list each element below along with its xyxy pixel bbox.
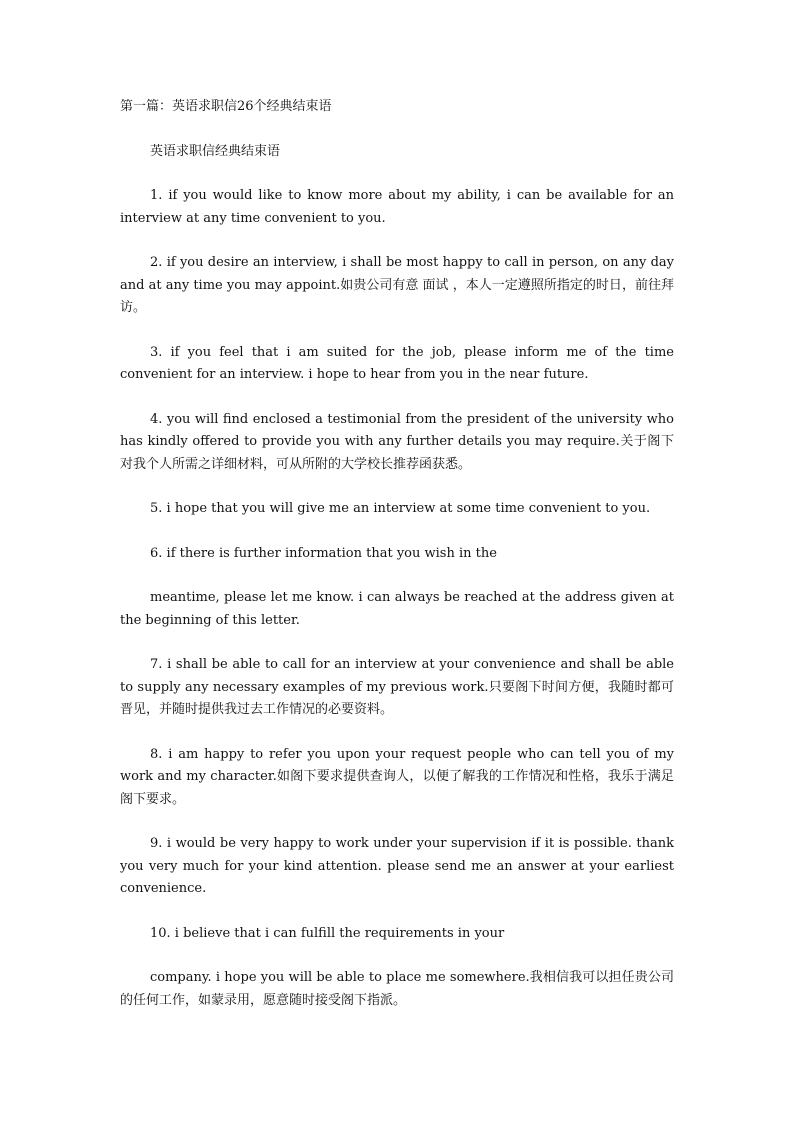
document-page <box>120 96 674 1034</box>
paragraph-10-start: 10. i believe that i can fulfill the requirements in your <box>150 925 505 941</box>
document-subtitle: 英语求职信经典结束语 <box>150 143 281 159</box>
paragraph-7: 7. i shall be able to call for an interview at your convenience and shall be able to supply any necessary examples of my previous work.只要阁下时间方便，我随时都可晋见，并随时提供我过去工作情况的必要资料。 <box>120 657 674 717</box>
paragraph-6-start: 6. if there is further information that you wish in the <box>150 545 497 561</box>
paragraph-2: 2. if you desire an interview, i shall be most happy to call in person, on any day and at any time you may appoint.如贵公司有意 面试 ，本人一定遵照所指定的时日，前往拜访。 <box>120 255 674 315</box>
paragraph-9: 9. i would be very happy to work under your supervision if it is possible. thank you very much for your kind attention. please send me an answer at your earliest convenience. <box>120 836 674 896</box>
paragraph-8: 8. i am happy to refer you upon your request people who can tell you of my work and my character.如阁下要求提供查询人，以便了解我的工作情况和性格，我乐于满足阁下要求。 <box>120 746 674 807</box>
paragraph-6-continued: meantime, please let me know. i can always be reached at the address given at the beginning of this letter. <box>120 590 674 628</box>
paragraph-1: 1. if you would like to know more about my ability, i can be available for an interview at any time convenient to you. <box>120 188 674 226</box>
paragraph-10-continued: company. i hope you will be able to place me somewhere.我相信我可以担任贵公司的任何工作，如蒙录用，愿意随时接受阁下指派。 <box>120 970 674 1008</box>
paragraph-3: 3. if you feel that i am suited for the job, please inform me of the time convenient for an interview. i hope to hear from you in the near future. <box>120 344 674 382</box>
document-title: 第一篇：英语求职信26个经典结束语 <box>120 99 332 114</box>
paragraph-4: 4. you will find enclosed a testimonial from the president of the university who has kindly offered to provide you with any further details you may require.关于阁下对我个人所需之详细材料，可从所附的大学校长推荐函获悉。 <box>120 411 674 472</box>
paragraph-5: 5. i hope that you will give me an interview at some time convenient to you. <box>150 501 651 516</box>
